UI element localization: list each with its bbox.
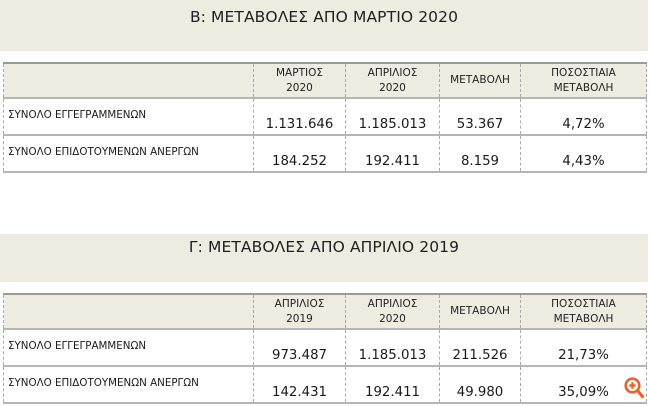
section-c-title: Γ: ΜΕΤΑΒΟΛΕΣ ΑΠΟ ΑΠΡΙΛΙΟ 2019 bbox=[188, 238, 460, 256]
cell-value: 211.526 bbox=[440, 329, 521, 366]
cell-value: 1.185.013 bbox=[346, 329, 440, 366]
cell-value: 192.411 bbox=[346, 135, 440, 172]
table-row bbox=[4, 366, 647, 403]
header-cell-label bbox=[4, 63, 254, 98]
header-cell-period-2: ΑΠΡΙΛΙΟΣ 2020 bbox=[346, 294, 440, 329]
cell-value: 53.367 bbox=[440, 98, 521, 135]
cell-value: 35,09% bbox=[521, 366, 647, 403]
cell-value: 184.252 bbox=[254, 135, 346, 172]
cell-value: 1.185.013 bbox=[346, 98, 440, 135]
section-b-title: Β: ΜΕΤΑΒΟΛΕΣ ΑΠΟ ΜΑΡΤΙΟ 2020 bbox=[189, 8, 459, 26]
row-label: ΣΥΝΟΛΟ ΕΓΓΕΓΡΑΜΜΕΝΩΝ bbox=[4, 329, 254, 366]
header-cell-label bbox=[4, 294, 254, 329]
table-header-row bbox=[4, 294, 647, 329]
row-label: ΣΥΝΟΛΟ ΕΠΙΔΟΤΟΥΜΕΝΩΝ ΑΝΕΡΓΩΝ bbox=[4, 366, 254, 403]
header-cell-percent-change: ΠΟΣΟΣΤΙΑΙΑ ΜΕΤΑΒΟΛΗ bbox=[521, 63, 647, 98]
cell-value: 142.431 bbox=[254, 366, 346, 403]
cell-value: 192.411 bbox=[346, 366, 440, 403]
header-cell-period-1: ΜΑΡΤΙΟΣ 2020 bbox=[254, 63, 346, 98]
row-label: ΣΥΝΟΛΟ ΕΠΙΔΟΤΟΥΜΕΝΩΝ ΑΝΕΡΓΩΝ bbox=[4, 135, 254, 172]
cell-value: 4,72% bbox=[521, 98, 647, 135]
table-header-row bbox=[4, 63, 647, 98]
cell-value: 21,73% bbox=[521, 329, 647, 366]
table-row bbox=[4, 329, 647, 366]
header-cell-percent-change: ΠΟΣΟΣΤΙΑΙΑ ΜΕΤΑΒΟΛΗ bbox=[521, 294, 647, 329]
row-label: ΣΥΝΟΛΟ ΕΓΓΕΓΡΑΜΜΕΝΩΝ bbox=[4, 98, 254, 135]
cell-value: 1.131.646 bbox=[254, 98, 346, 135]
zoom-in-icon[interactable] bbox=[624, 377, 644, 399]
cell-value: 8.159 bbox=[440, 135, 521, 172]
cell-value: 973.487 bbox=[254, 329, 346, 366]
cell-value: 4,43% bbox=[521, 135, 647, 172]
header-cell-change: ΜΕΤΑΒΟΛΗ bbox=[440, 63, 521, 98]
section-c-table bbox=[3, 293, 647, 404]
cell-value: 49.980 bbox=[440, 366, 521, 403]
header-cell-change: ΜΕΤΑΒΟΛΗ bbox=[440, 294, 521, 329]
header-cell-period-1: ΑΠΡΙΛΙΟΣ 2019 bbox=[254, 294, 346, 329]
table-row bbox=[4, 135, 647, 172]
section-b-table bbox=[3, 62, 647, 173]
header-cell-period-2: ΑΠΡΙΛΙΟΣ 2020 bbox=[346, 63, 440, 98]
table-row bbox=[4, 98, 647, 135]
